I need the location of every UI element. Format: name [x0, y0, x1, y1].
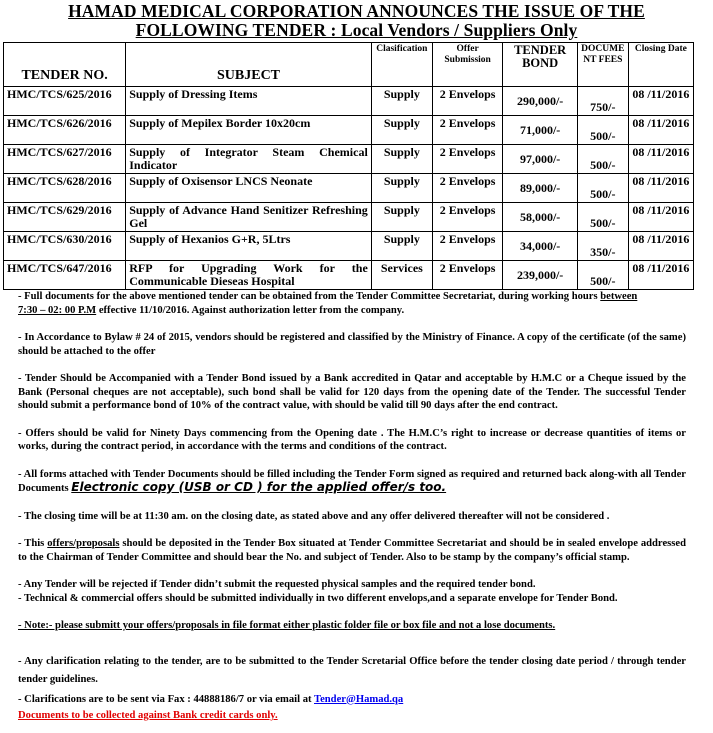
- email-link[interactable]: Tender@Hamad.qa: [314, 693, 404, 705]
- header-closing-date: Closing Date: [628, 43, 693, 87]
- offer-submission-cell: 2 Envelops: [432, 261, 502, 290]
- note-documents: - Full documents for the above mentioned tender can be obtained from the Tender Committee Secretariat, during working hours between 7:30 – 02: 00 P.M effective 11/10/2016. Against authorization letter from the company.: [18, 291, 638, 316]
- tender-number-cell: HMC/TCS/626/2016: [4, 116, 126, 145]
- document-fee-cell: 500/-: [577, 203, 628, 232]
- title-line-1: HAMAD MEDICAL CORPORATION ANNOUNCES THE ISSUE OF THE: [68, 1, 645, 21]
- offer-submission-cell: 2 Envelops: [432, 145, 502, 174]
- table-row: [4, 145, 694, 174]
- offer-submission-cell: 2 Envelops: [432, 87, 502, 116]
- document-fee-cell: 750/-: [577, 87, 628, 116]
- announcement-title: [0, 2, 713, 40]
- classification-cell: Supply: [371, 116, 432, 145]
- closing-date-cell: 08 /11/2016: [628, 203, 693, 232]
- tender-number-cell: HMC/TCS/629/2016: [4, 203, 126, 232]
- closing-date-cell: 08 /11/2016: [628, 261, 693, 290]
- note-validity: - Offers should be valid for Ninety Days commencing from the Opening date . The H.M.C’s right to increase or decrease quantities of items or works, during the contract period, in accordance with the terms and conditions of the contract.: [18, 427, 686, 452]
- document-fee-cell: 350/-: [577, 232, 628, 261]
- classification-cell: Supply: [371, 203, 432, 232]
- table-row: [4, 87, 694, 116]
- tender-number-cell: HMC/TCS/647/2016: [4, 261, 126, 290]
- table-row: [4, 232, 694, 261]
- tender-bond-cell: 34,000/-: [503, 232, 578, 261]
- tender-bond-cell: 97,000/-: [503, 145, 578, 174]
- subject-cell: Supply of Mepilex Border 10x20cm: [126, 116, 372, 145]
- subject-cell: Supply of Dressing Items: [126, 87, 372, 116]
- offer-submission-cell: 2 Envelops: [432, 232, 502, 261]
- note-tender-box: - This offers/proposals should be deposited in the Tender Box situated at Tender Committee Secretariat and should be in sealed envelope addressed to the Chairman of Tender Committee and should bear the No. and subject of Tender. Also to be stamp by the company’s official stamp.: [18, 538, 686, 563]
- subject-cell: Supply of Advance Hand Senitizer Refreshing Gel: [126, 203, 372, 232]
- title-line-2: FOLLOWING TENDER : Local Vendors / Suppliers Only: [135, 20, 578, 40]
- table-row: [4, 261, 694, 290]
- tender-number-cell: HMC/TCS/625/2016: [4, 87, 126, 116]
- header-classification: Clasification: [371, 43, 432, 87]
- note-forms: - All forms attached with Tender Documents should be filled including the Tender Form signed as required and returned back along-with all Tender Documents Electronic copy (USB or CD ) for the applied offer/s too.: [18, 468, 686, 494]
- classification-cell: Services: [371, 261, 432, 290]
- document-fee-cell: 500/-: [577, 261, 628, 290]
- closing-date-cell: 08 /11/2016: [628, 87, 693, 116]
- document-fee-cell: 500/-: [577, 116, 628, 145]
- tender-table: [3, 42, 694, 290]
- classification-cell: Supply: [371, 145, 432, 174]
- note-credit-cards: Documents to be collected against Bank credit cards only.: [18, 710, 278, 721]
- header-subject: SUBJECT: [126, 43, 372, 87]
- table-row: [4, 116, 694, 145]
- note-envelopes: - Technical & commercial offers should be submitted individually in two different envelops,and a separate envelope for Tender Bond.: [18, 592, 618, 604]
- note-tender-bond: - Tender Should be Accompanied with a Tender Bond issued by a Bank accredited in Qatar and acceptable by H.M.C or a Cheque issued by the Bank (Personal cheques are not acceptable), such bond shall be valid for 120 days from the opening date of the Tender. The successful Tender should submit a performance bond of 10% of the contract value, with should be valid till 90 days after the end contract.: [18, 373, 686, 411]
- closing-date-cell: 08 /11/2016: [628, 145, 693, 174]
- classification-cell: Supply: [371, 232, 432, 261]
- tender-number-cell: HMC/TCS/628/2016: [4, 174, 126, 203]
- note-clarification: - Any clarification relating to the tender, are to be submitted to the Tender Scretarial Office before the tender closing date period / through tender tender guidelines.: [18, 655, 686, 685]
- tender-bond-cell: 290,000/-: [503, 87, 578, 116]
- note-closing-time: - The closing time will be at 11:30 am. on the closing date, as stated above and any offer delivered thereafter will not be considered .: [18, 510, 610, 522]
- document-fee-cell: 500/-: [577, 174, 628, 203]
- tender-bond-cell: 71,000/-: [503, 116, 578, 145]
- tender-announcement: [0, 2, 713, 733]
- note-rejection: - Any Tender will be rejected if Tender didn’t submit the requested physical samples and the required tender bond.: [18, 579, 536, 590]
- classification-cell: Supply: [371, 87, 432, 116]
- subject-cell: Supply of Oxisensor LNCS Neonate: [126, 174, 372, 203]
- table-header-row: [4, 43, 694, 87]
- document-fee-cell: 500/-: [577, 145, 628, 174]
- note-file-format: - Note:- please submitt your offers/proposals in file format either plastic folder file or box file and not a lose documents.: [18, 620, 556, 631]
- closing-date-cell: 08 /11/2016: [628, 232, 693, 261]
- note-registration: - In Accordance to Bylaw # 24 of 2015, vendors should be registered and classified by the Ministry of Finance. A copy of the certificate (of the same) should be attached to the offer: [18, 332, 686, 357]
- tender-number-cell: HMC/TCS/627/2016: [4, 145, 126, 174]
- closing-date-cell: 08 /11/2016: [628, 174, 693, 203]
- classification-cell: Supply: [371, 174, 432, 203]
- table-row: [4, 203, 694, 232]
- header-offer-submission: Offer Submission: [432, 43, 502, 87]
- table-row: [4, 174, 694, 203]
- offer-submission-cell: 2 Envelops: [432, 203, 502, 232]
- notes-section: [18, 290, 686, 723]
- subject-cell: RFP for Upgrading Work for the Communicable Dieseas Hospital: [126, 261, 372, 290]
- tender-bond-cell: 58,000/-: [503, 203, 578, 232]
- header-tender-bond: TENDER BOND: [503, 43, 578, 87]
- subject-cell: Supply of Hexanios G+R, 5Ltrs: [126, 232, 372, 261]
- note-contact: - Clarifications are to be sent via Fax : 44888186/7 or via email at Tender@Hamad.qa: [18, 693, 404, 705]
- offer-submission-cell: 2 Envelops: [432, 116, 502, 145]
- tender-number-cell: HMC/TCS/630/2016: [4, 232, 126, 261]
- header-document-fees: DOCUME NT FEES: [577, 43, 628, 87]
- header-tender-no: TENDER NO.: [4, 43, 126, 87]
- offer-submission-cell: 2 Envelops: [432, 174, 502, 203]
- tender-bond-cell: 89,000/-: [503, 174, 578, 203]
- tender-bond-cell: 239,000/-: [503, 261, 578, 290]
- closing-date-cell: 08 /11/2016: [628, 116, 693, 145]
- subject-cell: Supply of Integrator Steam Chemical Indicator: [126, 145, 372, 174]
